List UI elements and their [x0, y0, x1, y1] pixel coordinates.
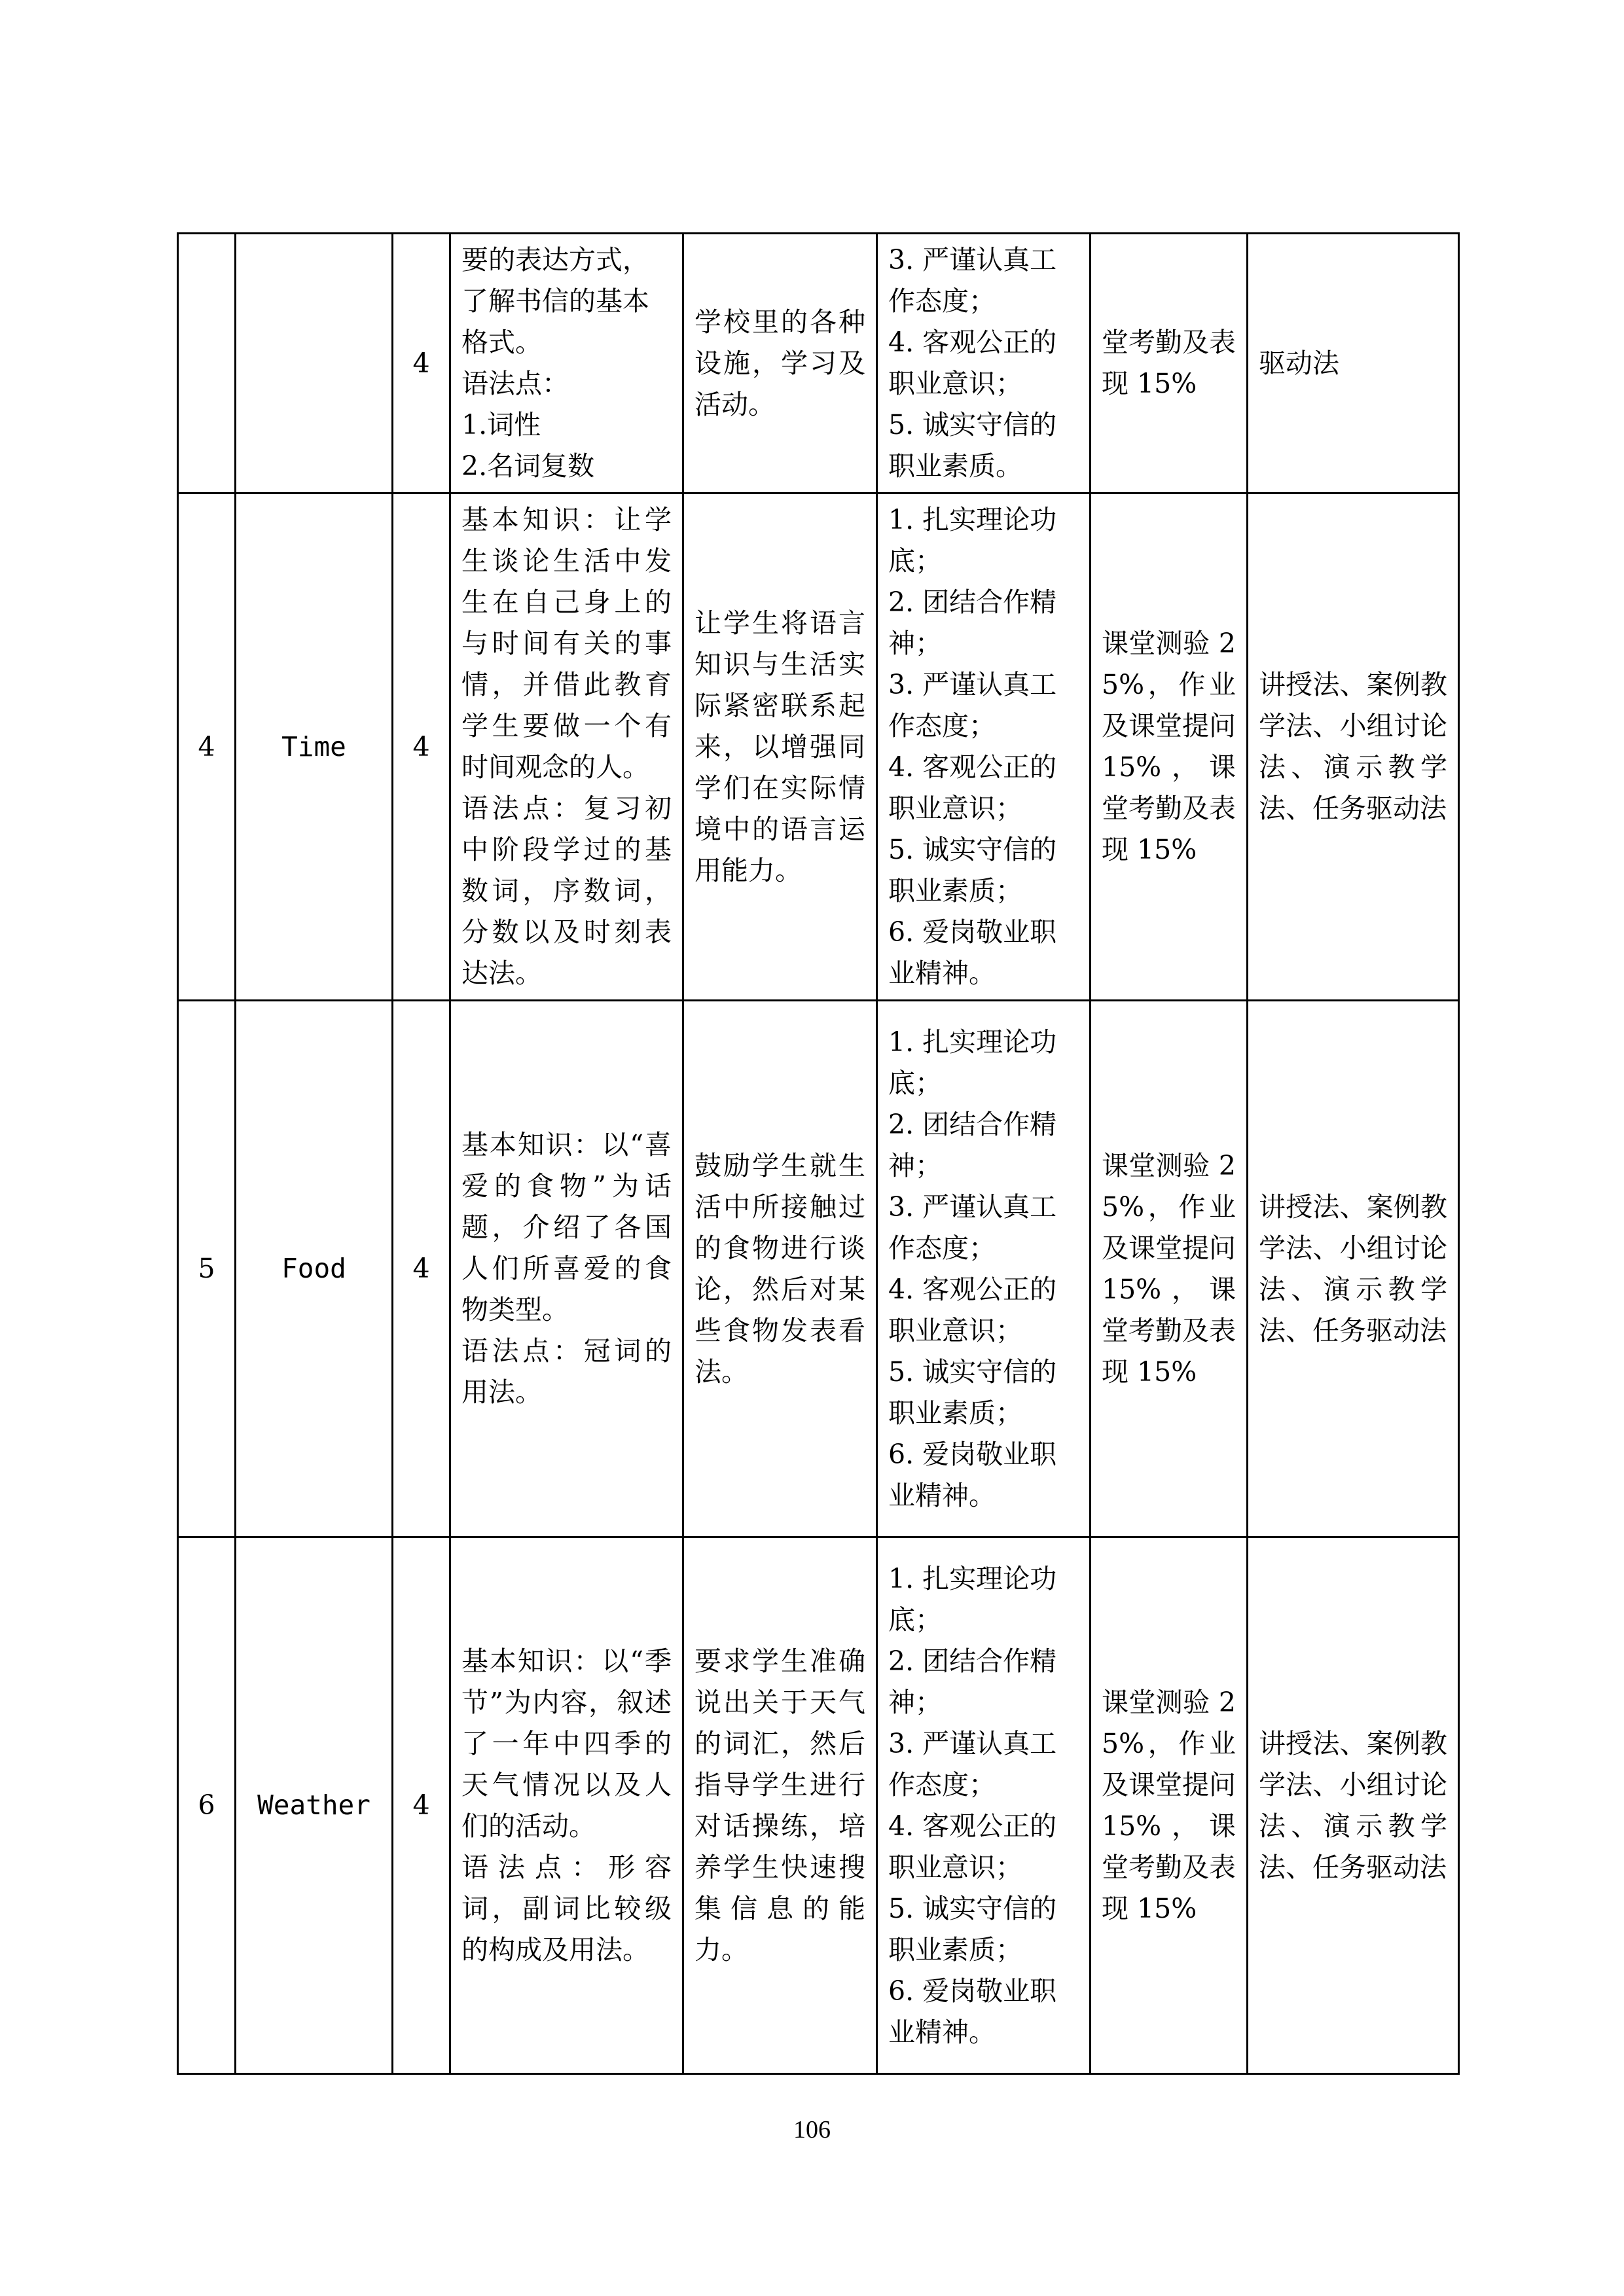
content-line: 基本知识：以“季节”为内容，叙述了一年中四季的天气情况以及人们的活动。	[461, 1645, 672, 1842]
ideology-item: 5. 诚实守信的职业素质；	[888, 1355, 1057, 1429]
cell-hours: 4	[393, 234, 450, 493]
cell-unit	[236, 234, 393, 493]
table-row	[178, 1537, 1459, 2074]
ideology-item: 6. 爱岗敬业职业精神。	[888, 1975, 1057, 2048]
cell-assessment: 课堂测验 25%，作业及课堂提问 15%，课堂考勤及表现 15%	[1091, 493, 1248, 1001]
ideology-item: 6. 爱岗敬业职业精神。	[888, 1438, 1057, 1511]
cell-content	[450, 234, 683, 493]
cell-requirement: 让学生将语言知识与生活实际紧密联系起来，以增强同学们在实际情境中的语言运用能力。	[683, 493, 877, 1001]
cell-unit: Weather	[236, 1537, 393, 2074]
cell-number: 6	[178, 1537, 236, 2074]
cell-content	[450, 1001, 683, 1537]
content-line: 2.名词复数	[461, 450, 595, 482]
table-row	[178, 234, 1459, 493]
table-row	[178, 493, 1459, 1001]
cell-requirement: 学校里的各种设施，学习及活动。	[683, 234, 877, 493]
ideology-item: 1. 扎实理论功底；	[888, 504, 1057, 577]
content-line: 基本知识：让学生谈论生活中发生在自己身上的与时间有关的事情，并借此教育学生要做一个有时间观念的人。	[461, 504, 672, 783]
ideology-item: 2. 团结合作精神；	[888, 586, 1057, 659]
page-number: 106	[793, 2116, 831, 2144]
cell-content	[450, 493, 683, 1001]
content-line: 语法点：形容词，副词比较级的构成及用法。	[461, 1851, 672, 1965]
content-line: 语法点：复习初中阶段学过的基数词，序数词，分数以及时刻表达法。	[461, 793, 672, 989]
cell-hours: 4	[393, 1001, 450, 1537]
cell-hours: 4	[393, 1537, 450, 2074]
cell-requirement: 鼓励学生就生活中所接触过的食物进行谈论，然后对某些食物发表看法。	[683, 1001, 877, 1537]
ideology-item: 2. 团结合作精神；	[888, 1108, 1057, 1181]
ideology-item: 5. 诚实守信的职业素质；	[888, 1892, 1057, 1965]
content-line: 1.词性	[461, 409, 541, 440]
ideology-item: 3. 严谨认真工作态度；	[888, 669, 1057, 742]
ideology-item: 3. 严谨认真工作态度；	[888, 244, 1057, 317]
cell-unit: Time	[236, 493, 393, 1001]
ideology-item: 2. 团结合作精神；	[888, 1645, 1057, 1718]
ideology-item: 4. 客观公正的职业意识；	[888, 327, 1057, 399]
content-line: 要的表达方式，了解书信的基本格式。	[461, 244, 649, 358]
cell-method: 讲授法、案例教学法、小组讨论法、演示教学法、任务驱动法	[1248, 1001, 1459, 1537]
cell-ideology	[877, 493, 1091, 1001]
cell-assessment: 堂考勤及表现 15%	[1091, 234, 1248, 493]
ideology-item: 5. 诚实守信的职业素质；	[888, 834, 1057, 906]
cell-unit: Food	[236, 1001, 393, 1537]
cell-assessment: 课堂测验 25%，作业及课堂提问 15%，课堂考勤及表现 15%	[1091, 1537, 1248, 2074]
ideology-item: 3. 严谨认真工作态度；	[888, 1191, 1057, 1264]
cell-content	[450, 1537, 683, 2074]
cell-method: 驱动法	[1248, 234, 1459, 493]
content-line: 语法点：	[461, 368, 569, 399]
content-line: 基本知识：以“喜爱的食物”为话题，介绍了各国人们所喜爱的食物类型。	[461, 1129, 672, 1325]
table-row	[178, 1001, 1459, 1537]
ideology-item: 5. 诚实守信的职业素质。	[888, 409, 1057, 482]
cell-number	[178, 234, 236, 493]
content-line: 语法点：冠词的用法。	[461, 1335, 672, 1408]
cell-ideology	[877, 1001, 1091, 1537]
ideology-item: 1. 扎实理论功底；	[888, 1562, 1057, 1636]
ideology-item: 4. 客观公正的职业意识；	[888, 1810, 1057, 1883]
cell-number: 5	[178, 1001, 236, 1537]
cell-ideology	[877, 1537, 1091, 2074]
ideology-item: 1. 扎实理论功底；	[888, 1026, 1057, 1099]
cell-method: 讲授法、案例教学法、小组讨论法、演示教学法、任务驱动法	[1248, 1537, 1459, 2074]
syllabus-table	[177, 232, 1460, 2075]
ideology-item: 6. 爱岗敬业职业精神。	[888, 916, 1057, 989]
cell-hours: 4	[393, 493, 450, 1001]
cell-method: 讲授法、案例教学法、小组讨论法、演示教学法、任务驱动法	[1248, 493, 1459, 1001]
ideology-item: 3. 严谨认真工作态度；	[888, 1727, 1057, 1801]
cell-assessment: 课堂测验 25%，作业及课堂提问 15%，课堂考勤及表现 15%	[1091, 1001, 1248, 1537]
cell-number: 4	[178, 493, 236, 1001]
cell-ideology	[877, 234, 1091, 493]
ideology-item: 4. 客观公正的职业意识；	[888, 751, 1057, 824]
ideology-item: 4. 客观公正的职业意识；	[888, 1273, 1057, 1346]
cell-requirement: 要求学生准确说出关于天气的词汇，然后指导学生进行对话操练，培养学生快速搜集信息的能力。	[683, 1537, 877, 2074]
